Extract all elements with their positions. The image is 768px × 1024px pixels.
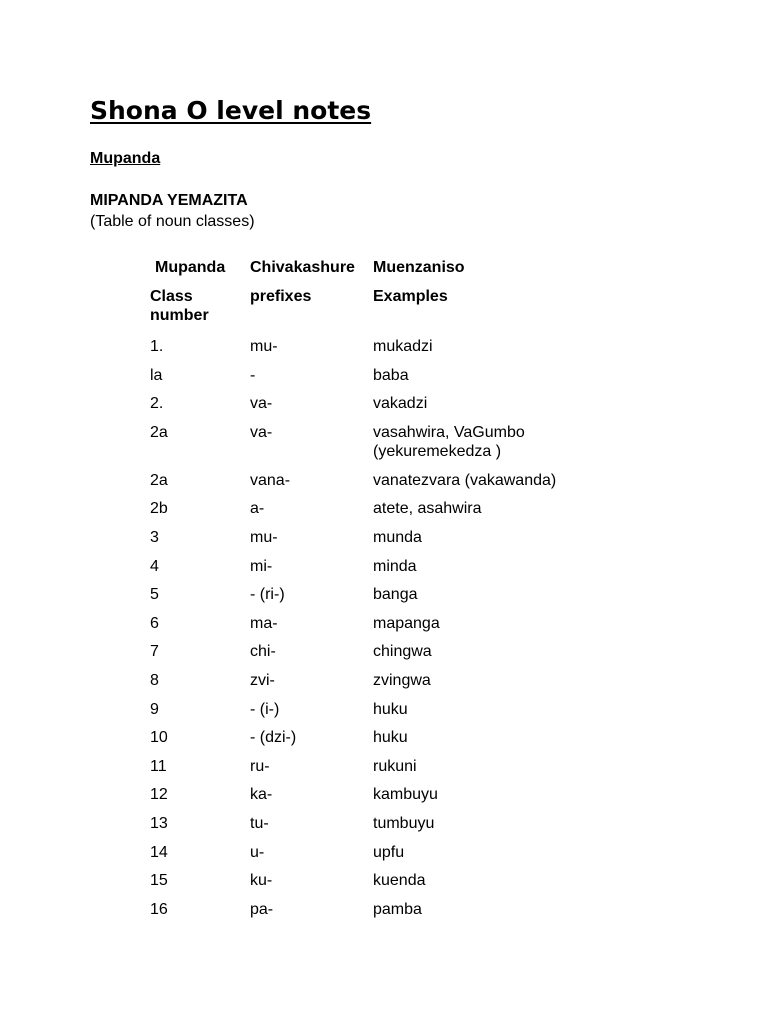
example-cell: vakadzi [373, 395, 428, 413]
prefix-cell: u- [250, 843, 265, 861]
table-row [150, 843, 613, 872]
table-row [150, 900, 613, 929]
table-row [150, 585, 613, 614]
class-number-cell: 4 [150, 557, 159, 575]
example-cell: vanatezvara (vakawanda) [373, 471, 557, 489]
example-cell: pamba [373, 900, 422, 918]
column-header-example: Muenzaniso [373, 259, 465, 276]
class-number-cell: 13 [150, 814, 168, 832]
table-row [150, 757, 613, 786]
example-cell: minda [373, 557, 417, 575]
table-row [150, 394, 613, 423]
example-cell: upfu [373, 843, 405, 861]
prefix-cell: mi- [250, 557, 273, 575]
table-row [150, 642, 613, 671]
prefix-cell: va- [250, 423, 273, 441]
column-header-class-english: Class number [150, 288, 209, 324]
class-number-cell: 2a [150, 471, 168, 489]
table-row [150, 785, 613, 814]
prefix-cell: ka- [250, 786, 273, 804]
class-number-cell: 15 [150, 872, 168, 890]
example-cell: munda [373, 528, 422, 546]
table-subheading: (Table of noun classes) [90, 213, 255, 230]
class-number-cell: 10 [150, 729, 168, 747]
prefix-cell: a- [250, 500, 265, 518]
class-number-cell: 12 [150, 786, 168, 804]
example-cell: kuenda [373, 872, 426, 890]
prefix-cell: ku- [250, 872, 273, 890]
prefix-cell: vana- [250, 471, 291, 489]
table-row [150, 671, 613, 700]
class-number-cell: 16 [150, 900, 168, 918]
column-header-example-english: Examples [373, 288, 448, 305]
table-row [150, 423, 613, 471]
example-cell: huku [373, 729, 408, 747]
example-cell: banga [373, 586, 418, 604]
example-cell: mapanga [373, 614, 440, 632]
class-number-cell: 1. [150, 338, 164, 355]
table-row [150, 700, 613, 729]
prefix-cell: tu- [250, 814, 269, 832]
column-header-class: Mupanda [155, 259, 226, 276]
table-row [150, 557, 613, 586]
class-number-cell: 6 [150, 614, 159, 632]
prefix-cell: chi- [250, 643, 276, 661]
table-body [150, 337, 613, 928]
table-row [150, 728, 613, 757]
class-number-cell: 2. [150, 395, 164, 413]
class-number-cell: 2a [150, 423, 168, 441]
example-cell: rukuni [373, 757, 417, 775]
example-cell: zvingwa [373, 671, 431, 689]
class-number-cell: 5 [150, 586, 159, 604]
class-number-cell: 7 [150, 643, 159, 661]
prefix-cell: mu- [250, 338, 278, 355]
example-cell: chingwa [373, 643, 432, 661]
table-row [150, 366, 613, 395]
table-row [150, 814, 613, 843]
table-heading: MIPANDA YEMAZITA [90, 192, 248, 209]
column-header-prefix-english: prefixes [250, 288, 312, 305]
table-row [150, 499, 613, 528]
example-cell: huku [373, 700, 408, 718]
column-header-prefix: Chivakashure [250, 259, 355, 276]
example-cell: mukadzi [373, 338, 433, 355]
noun-class-table [150, 258, 613, 928]
table-row [150, 528, 613, 557]
prefix-cell: - [250, 366, 256, 384]
prefix-cell: ru- [250, 757, 270, 775]
prefix-cell: va- [250, 395, 273, 413]
class-number-cell: 11 [150, 757, 167, 775]
class-number-cell: la [150, 366, 163, 384]
example-cell: baba [373, 366, 409, 384]
class-number-cell: 2b [150, 500, 168, 518]
prefix-cell: - (i-) [250, 700, 280, 718]
prefix-cell: - (dzi-) [250, 729, 297, 747]
prefix-cell: zvi- [250, 671, 275, 689]
page-title: Shona O level notes [90, 96, 372, 125]
section-heading: Mupanda [90, 150, 161, 167]
example-cell: atete, asahwira [373, 500, 482, 518]
prefix-cell: - (ri-) [250, 586, 285, 604]
example-cell: vasahwira, VaGumbo (yekuremekedza ) [373, 423, 525, 460]
table-header-row [150, 258, 613, 287]
prefix-cell: pa- [250, 900, 274, 918]
prefix-cell: mu- [250, 528, 278, 546]
class-number-cell: 9 [150, 700, 159, 718]
table-row [150, 614, 613, 643]
prefix-cell: ma- [250, 614, 278, 632]
class-number-cell: 14 [150, 843, 168, 861]
class-number-cell: 3 [150, 528, 159, 546]
table-header-row-english [150, 287, 613, 337]
table-row [150, 871, 613, 900]
example-cell: tumbuyu [373, 814, 435, 832]
table-row [150, 337, 613, 366]
example-cell: kambuyu [373, 786, 438, 804]
table-row [150, 471, 613, 500]
class-number-cell: 8 [150, 671, 159, 689]
